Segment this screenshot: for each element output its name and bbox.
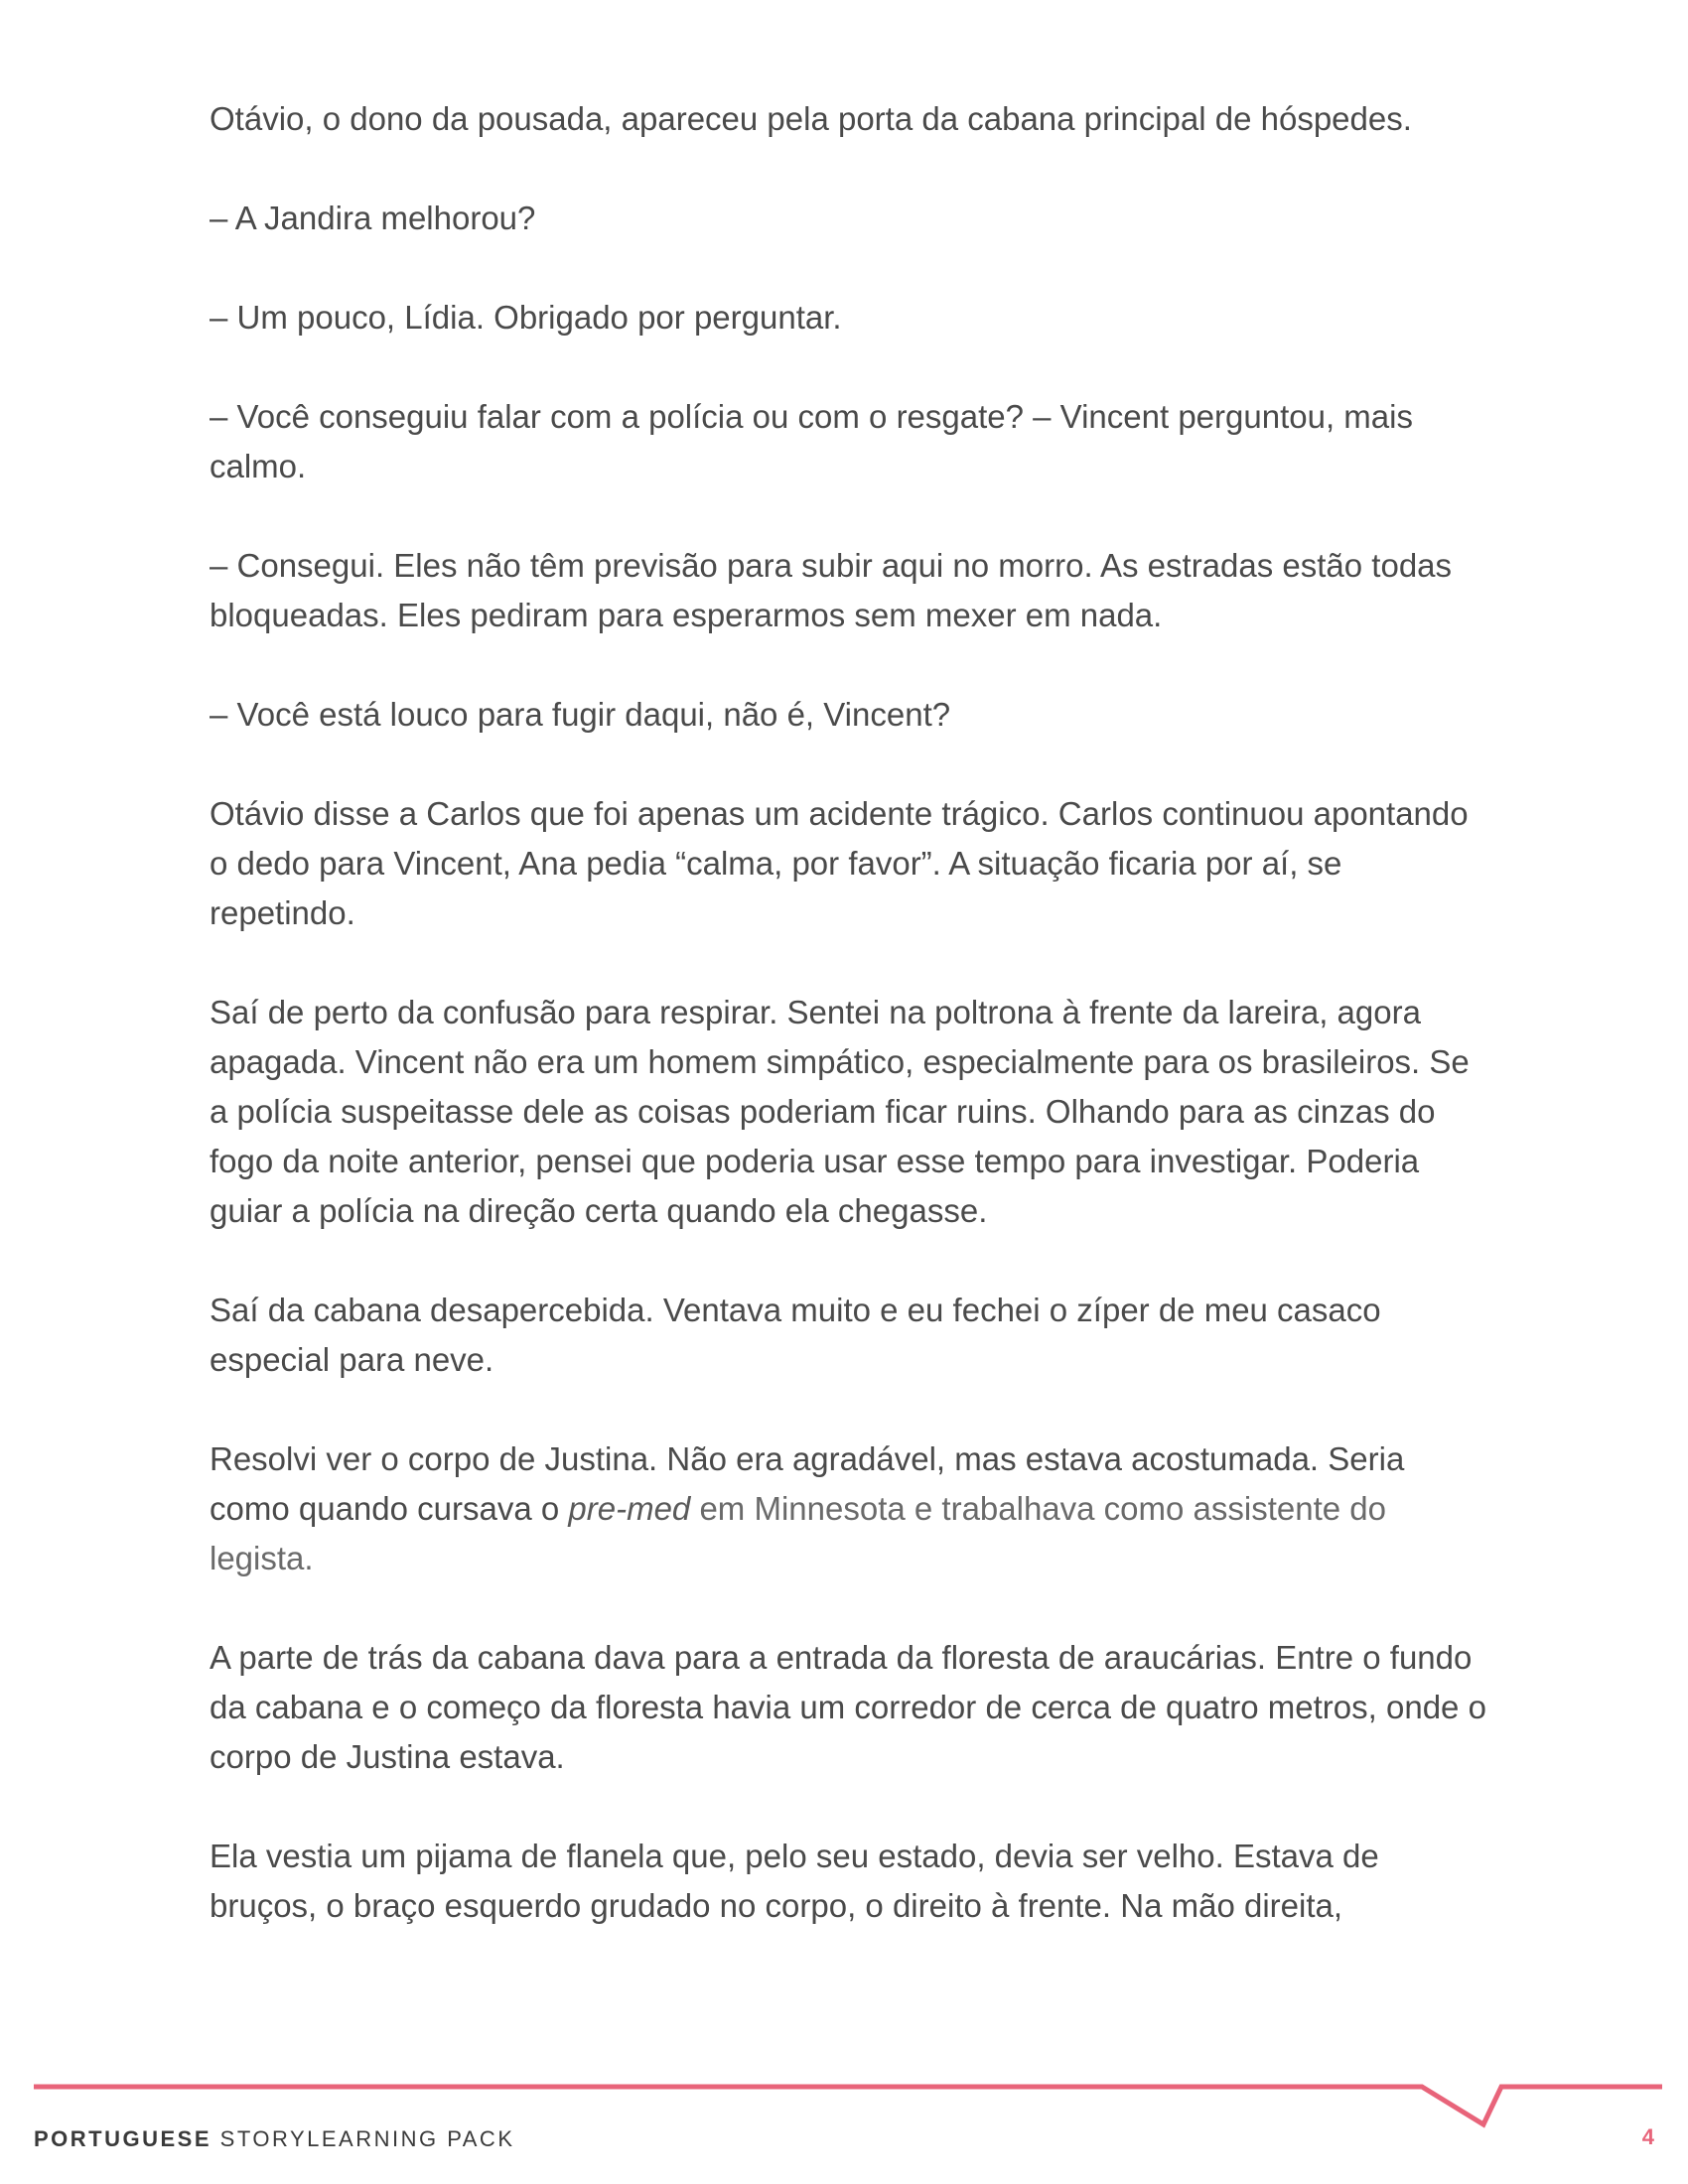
paragraph: – Você conseguiu falar com a polícia ou com o resgate? – Vincent perguntou, mais calmo. xyxy=(210,398,1413,484)
paragraph: Saí de perto da confusão para respirar. Sentei na poltrona à frente da lareira, agora apagada. Vincent não era um homem simpático, especialmente para os brasileiros. Se a polícia suspeitasse dele as coisas poderiam ficar ruins. Olhando para as cinzas do fogo da noite anterior, pensei que poderia usar esse tempo para investigar. Poderia guiar a polícia na direção certa quando ela chegasse. xyxy=(210,994,1470,1229)
paragraph: Otávio disse a Carlos que foi apenas um acidente trágico. Carlos continuou apontando o dedo para Vincent, Ana pedia “calma, por favor”. A situação ficaria por aí, se repetindo. xyxy=(210,795,1469,931)
paragraph-text: em Minnesota e trabalhava como assistente do legista. xyxy=(210,1490,1386,1576)
paragraph: – A Jandira melhorou? xyxy=(210,200,536,236)
paragraph: – Você está louco para fugir daqui, não é, Vincent? xyxy=(210,696,951,733)
paragraph: A parte de trás da cabana dava para a entrada da floresta de araucárias. Entre o fundo da cabana e o começo da floresta havia um corredor de cerca de quatro metros, onde o corpo de Justina estava. xyxy=(210,1639,1486,1775)
paragraph: Otávio, o dono da pousada, apareceu pela porta da cabana principal de hóspedes. xyxy=(210,100,1412,137)
footer-label-bold: PORTUGUESE xyxy=(34,2126,212,2151)
document-body xyxy=(210,94,1490,1931)
footer-label-rest: STORYLEARNING PACK xyxy=(211,2126,515,2151)
italic-term: pre-med xyxy=(568,1490,691,1527)
footer-rule xyxy=(34,2075,1662,2134)
footer-label xyxy=(34,2126,515,2152)
paragraph: Saí da cabana desapercebida. Ventava muito e eu fechei o zíper de meu casaco especial para neve. xyxy=(210,1292,1381,1378)
page-number: 4 xyxy=(1641,2124,1654,2149)
paragraph: Ela vestia um pijama de flanela que, pelo seu estado, devia ser velho. Estava de bruços, o braço esquerdo grudado no corpo, o direito à frente. Na mão direita, xyxy=(210,1838,1379,1924)
paragraph-text: Resolvi ver o corpo de Justina. Não era agradável, mas estava acostumada. Seria como quando cursava o xyxy=(210,1440,1405,1527)
paragraph: – Consegui. Eles não têm previsão para subir aqui no morro. As estradas estão todas bloqueadas. Eles pediram para esperarmos sem mexer em nada. xyxy=(210,547,1453,633)
paragraph: – Um pouco, Lídia. Obrigado por perguntar. xyxy=(210,299,842,336)
paragraph-with-italic xyxy=(210,1434,1490,1583)
footer-rule-line xyxy=(34,2087,1662,2124)
